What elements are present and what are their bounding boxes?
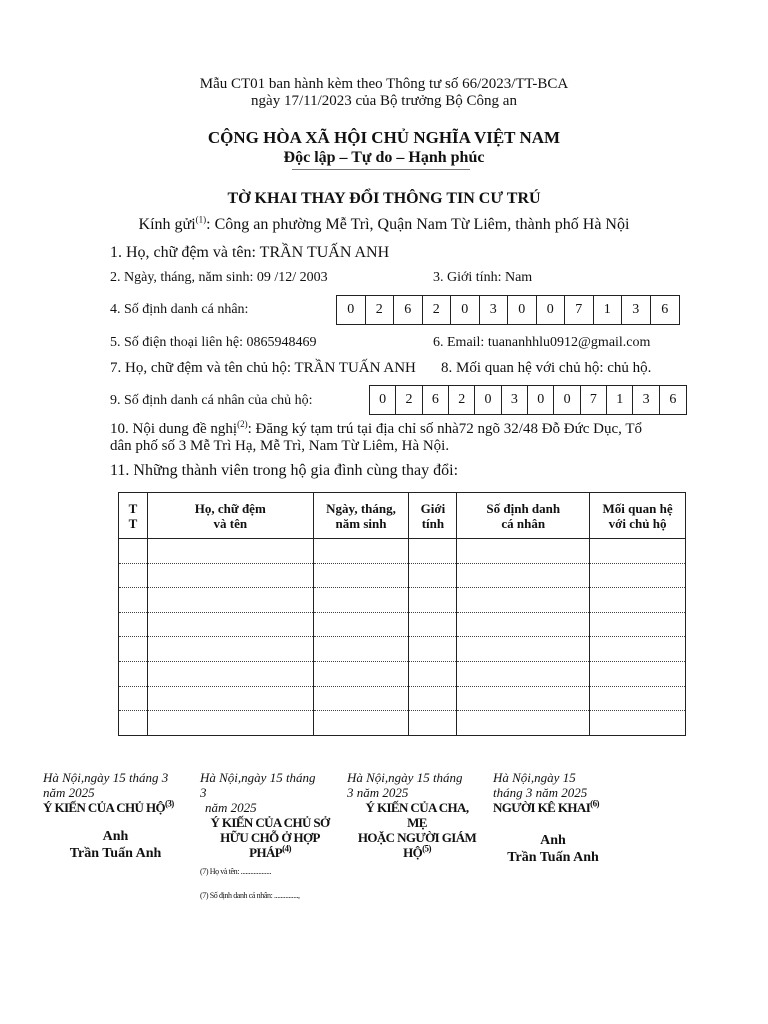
head-id-digit-6: 0 xyxy=(528,386,554,414)
table-cell[interactable] xyxy=(119,711,148,736)
table-cell[interactable] xyxy=(457,612,590,637)
table-cell[interactable] xyxy=(313,612,409,637)
table-cell[interactable] xyxy=(457,539,590,564)
id-digit-5: 3 xyxy=(480,296,509,324)
field-full-name: 1. Họ, chữ đệm và tên: TRẦN TUẤN ANH xyxy=(110,244,390,261)
head-id-digit-1: 2 xyxy=(396,386,422,414)
sig2-date-line2: 3 xyxy=(200,785,207,800)
table-cell[interactable] xyxy=(147,711,313,736)
table-header-row xyxy=(119,493,686,539)
table-cell[interactable] xyxy=(313,711,409,736)
id-digit-8: 7 xyxy=(565,296,594,324)
request-footnote: (2) xyxy=(237,419,248,429)
col-header-id: Số định danh cá nhân xyxy=(457,493,590,539)
id-digit-3: 2 xyxy=(423,296,452,324)
motto: Độc lập – Tự do – Hạnh phúc xyxy=(283,149,485,166)
table-cell[interactable] xyxy=(457,637,590,662)
table-cell[interactable] xyxy=(119,612,148,637)
field-relation: 8. Mối quan hệ với chủ hộ: chủ hộ. xyxy=(441,360,652,376)
table-cell[interactable] xyxy=(313,539,409,564)
table-row xyxy=(119,686,686,711)
field-email: 6. Email: tuananhhlu0912@gmail.com xyxy=(433,335,651,350)
table-cell[interactable] xyxy=(457,588,590,613)
field-date-of-birth: 2. Ngày, tháng, năm sinh: 09 /12/ 2003 xyxy=(110,270,328,285)
table-cell[interactable] xyxy=(409,686,457,711)
sig2-title-line2: HỮU CHỖ Ở HỢP xyxy=(220,830,320,845)
request-text-line1: : Đăng ký tạm trú tại địa chỉ số nhà72 ngõ 32/48 Đỗ Đức Dục, Tổ xyxy=(247,421,643,437)
head-id-digit-0: 0 xyxy=(370,386,396,414)
head-id-digit-11: 6 xyxy=(669,392,677,407)
id-digit-9: 1 xyxy=(594,296,623,324)
table-cell[interactable] xyxy=(119,539,148,564)
table-cell[interactable] xyxy=(409,588,457,613)
sig4-name-short: Anh xyxy=(540,833,566,848)
table-cell[interactable] xyxy=(313,686,409,711)
id-digit-1: 2 xyxy=(366,296,395,324)
table-cell[interactable] xyxy=(313,637,409,662)
sig4-date-line1: Hà Nội,ngày 15 xyxy=(493,770,576,785)
table-cell[interactable] xyxy=(457,661,590,686)
form-reference-line1: Mẫu CT01 ban hành kèm theo Thông tư số 66/2023/TT-BCA xyxy=(199,76,569,92)
table-cell[interactable] xyxy=(590,686,686,711)
recipient-value: : Công an phường Mễ Trì, Quận Nam Từ Liêm, thành phố Hà Nội xyxy=(206,216,630,233)
country-heading: CỘNG HÒA XÃ HỘI CHỦ NGHĨA VIỆT NAM xyxy=(207,128,561,147)
sig3-title-line2: MẸ xyxy=(407,815,427,830)
table-cell[interactable] xyxy=(457,711,590,736)
head-id-digit-boxes xyxy=(369,385,687,415)
head-id-digit-8: 7 xyxy=(581,386,607,414)
recipient-line xyxy=(0,215,768,234)
table-cell[interactable] xyxy=(457,686,590,711)
field-gender: 3. Giới tính: Nam xyxy=(433,270,533,285)
table-cell[interactable] xyxy=(590,539,686,564)
table-cell[interactable] xyxy=(590,661,686,686)
id-digit-4: 0 xyxy=(451,296,480,324)
table-cell[interactable] xyxy=(409,661,457,686)
table-cell[interactable] xyxy=(147,563,313,588)
table-row xyxy=(119,539,686,564)
sig4-date-line2: tháng 3 năm 2025 xyxy=(493,785,588,800)
table-cell[interactable] xyxy=(119,563,148,588)
table-row xyxy=(119,588,686,613)
field-id-label: 4. Số định danh cá nhân: xyxy=(110,302,249,317)
signature-declarant xyxy=(493,770,623,866)
field-request-line1 xyxy=(110,421,642,438)
id-digit-7: 0 xyxy=(537,296,566,324)
table-cell[interactable] xyxy=(590,711,686,736)
members-table xyxy=(118,492,686,736)
sig2-date-line3: năm 2025 xyxy=(205,800,257,815)
table-cell[interactable] xyxy=(147,612,313,637)
table-cell[interactable] xyxy=(590,637,686,662)
table-cell[interactable] xyxy=(590,612,686,637)
field-members-label: 11. Những thành viên trong hộ gia đình cùng thay đổi: xyxy=(110,462,459,479)
table-cell[interactable] xyxy=(313,661,409,686)
sig2-title-line1: Ý KIẾN CỦA CHỦ SỞ xyxy=(210,815,330,830)
head-id-digit-10: 3 xyxy=(633,386,659,414)
sig2-note-id: (7) Số định danh cá nhân: ..............., xyxy=(200,891,300,900)
table-cell[interactable] xyxy=(409,539,457,564)
col-header-gender: Giới tính xyxy=(409,493,457,539)
document-title: TỜ KHAI THAY ĐỔI THÔNG TIN CƯ TRÚ xyxy=(227,190,541,207)
head-id-digit-9: 1 xyxy=(607,386,633,414)
sig2-date-line1: Hà Nội,ngày 15 tháng xyxy=(200,770,316,785)
sig1-name-short: Anh xyxy=(102,829,129,844)
signature-owner xyxy=(200,770,340,903)
field-phone: 5. Số điện thoại liên hệ: 0865948469 xyxy=(110,335,317,350)
id-digit-0: 0 xyxy=(337,296,366,324)
table-cell[interactable] xyxy=(409,711,457,736)
table-cell[interactable] xyxy=(313,563,409,588)
table-cell[interactable] xyxy=(409,612,457,637)
table-cell[interactable] xyxy=(409,563,457,588)
sig2-note-name: (7) Họ và tên: ................... xyxy=(200,867,272,876)
table-cell[interactable] xyxy=(590,563,686,588)
motto-underline xyxy=(292,169,470,170)
table-cell[interactable] xyxy=(119,686,148,711)
table-cell[interactable] xyxy=(147,539,313,564)
col-header-stt: T T xyxy=(119,493,148,539)
table-row xyxy=(119,563,686,588)
head-id-digit-4: 0 xyxy=(475,386,501,414)
table-cell[interactable] xyxy=(147,637,313,662)
table-cell[interactable] xyxy=(457,563,590,588)
sig1-name-full: Trần Tuấn Anh xyxy=(69,846,162,861)
form-reference-line2: ngày 17/11/2023 của Bộ trưởng Bộ Công an xyxy=(251,93,517,109)
sig3-title-line4: HỘ$^{(5)}$ xyxy=(403,843,431,860)
table-cell[interactable] xyxy=(313,588,409,613)
id-digit-6: 0 xyxy=(508,296,537,324)
head-id-digit-2: 6 xyxy=(423,386,449,414)
field-household-head: 7. Họ, chữ đệm và tên chủ hộ: TRẦN TUẤN ANH xyxy=(110,360,416,376)
sig3-title-line3: HOẶC NGƯỜI GIÁM xyxy=(357,830,477,845)
table-cell[interactable] xyxy=(409,637,457,662)
signature-household-head xyxy=(43,770,193,862)
sig2-title-line3: PHÁP$^{(4)}$ xyxy=(249,843,291,860)
id-digit-boxes xyxy=(336,295,680,325)
sig3-date-line1: Hà Nội,ngày 15 tháng xyxy=(347,770,463,785)
table-cell[interactable] xyxy=(147,686,313,711)
sig4-name-full: Trần Tuấn Anh xyxy=(507,850,599,865)
recipient-label: Kính gửi xyxy=(138,216,196,233)
col-header-relation: Mối quan hệ với chủ hộ xyxy=(590,493,686,539)
id-digit-11: 6 xyxy=(661,302,669,317)
table-cell[interactable] xyxy=(147,661,313,686)
signature-guardian xyxy=(347,770,487,860)
id-digit-10: 3 xyxy=(622,296,651,324)
sig1-title: Ý KIẾN CỦA CHỦ HỘ$^{(3)}$ xyxy=(43,798,174,815)
table-cell[interactable] xyxy=(590,588,686,613)
sig3-date-line2: 3 năm 2025 xyxy=(347,785,409,800)
request-label: 10. Nội dung đề nghị xyxy=(110,421,238,437)
field-head-id-label: 9. Số định danh cá nhân của chủ hộ: xyxy=(110,393,313,408)
field-request-line2: dân phố số 3 Mễ Trì Hạ, Mễ Trì, Nam Từ Liêm, Hà Nội. xyxy=(110,438,450,454)
table-row xyxy=(119,637,686,662)
recipient-footnote: (1) xyxy=(195,214,207,225)
table-cell[interactable] xyxy=(119,661,148,686)
head-id-digit-5: 3 xyxy=(502,386,528,414)
sig1-date-line1: Hà Nội,ngày 15 tháng 3 xyxy=(43,770,169,785)
col-header-name: Họ, chữ đệm và tên xyxy=(147,493,313,539)
id-digit-2: 6 xyxy=(394,296,423,324)
sig3-title-line1: Ý KIẾN CỦA CHA, xyxy=(365,800,469,815)
table-row xyxy=(119,711,686,736)
col-header-dob: Ngày, tháng, năm sinh xyxy=(313,493,409,539)
table-row xyxy=(119,612,686,637)
table-cell[interactable] xyxy=(119,588,148,613)
sig1-date-line2: năm 2025 xyxy=(43,785,95,800)
table-cell[interactable] xyxy=(147,588,313,613)
head-id-digit-3: 2 xyxy=(449,386,475,414)
table-cell[interactable] xyxy=(119,637,148,662)
head-id-digit-7: 0 xyxy=(554,386,580,414)
sig4-title: NGƯỜI KÊ KHAI$^{(6)}$ xyxy=(493,798,599,815)
table-row xyxy=(119,661,686,686)
